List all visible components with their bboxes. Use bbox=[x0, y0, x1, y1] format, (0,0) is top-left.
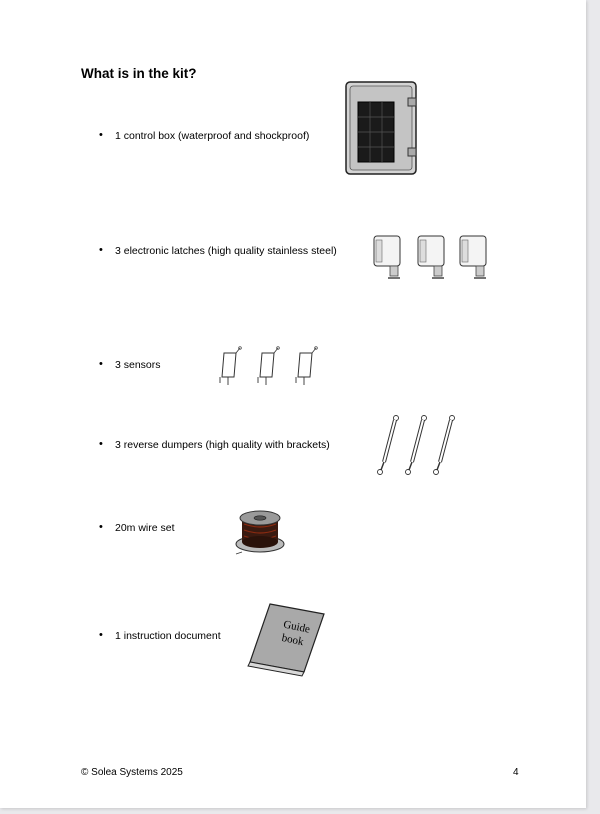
list-item-text: 1 control box (waterproof and shockproof) bbox=[115, 130, 310, 142]
bullet: • bbox=[99, 244, 103, 256]
guide-book-icon bbox=[244, 600, 328, 678]
bullet: • bbox=[99, 629, 103, 641]
bullet: • bbox=[99, 521, 103, 533]
dumper-icon bbox=[374, 414, 464, 476]
page-number: 4 bbox=[513, 767, 519, 778]
wire-spool-icon bbox=[232, 506, 288, 558]
book-title-line2: book bbox=[280, 631, 305, 649]
sensor-icon bbox=[214, 345, 324, 387]
list-item-text: 1 instruction document bbox=[115, 630, 221, 642]
bullet: • bbox=[99, 358, 103, 370]
bullet: • bbox=[99, 129, 103, 141]
control-box-icon bbox=[340, 78, 422, 178]
list-item-text: 3 sensors bbox=[115, 359, 161, 371]
list-item-text: 3 reverse dumpers (high quality with brackets) bbox=[115, 439, 330, 451]
list-item-text: 20m wire set bbox=[115, 522, 175, 534]
bullet: • bbox=[99, 438, 103, 450]
copyright-text: © Solea Systems 2025 bbox=[81, 767, 183, 778]
latch-icon bbox=[372, 232, 502, 282]
list-item-text: 3 electronic latches (high quality stainless steel) bbox=[115, 245, 337, 257]
book-title-line1: Guide bbox=[282, 618, 312, 636]
section-heading: What is in the kit? bbox=[81, 66, 197, 81]
